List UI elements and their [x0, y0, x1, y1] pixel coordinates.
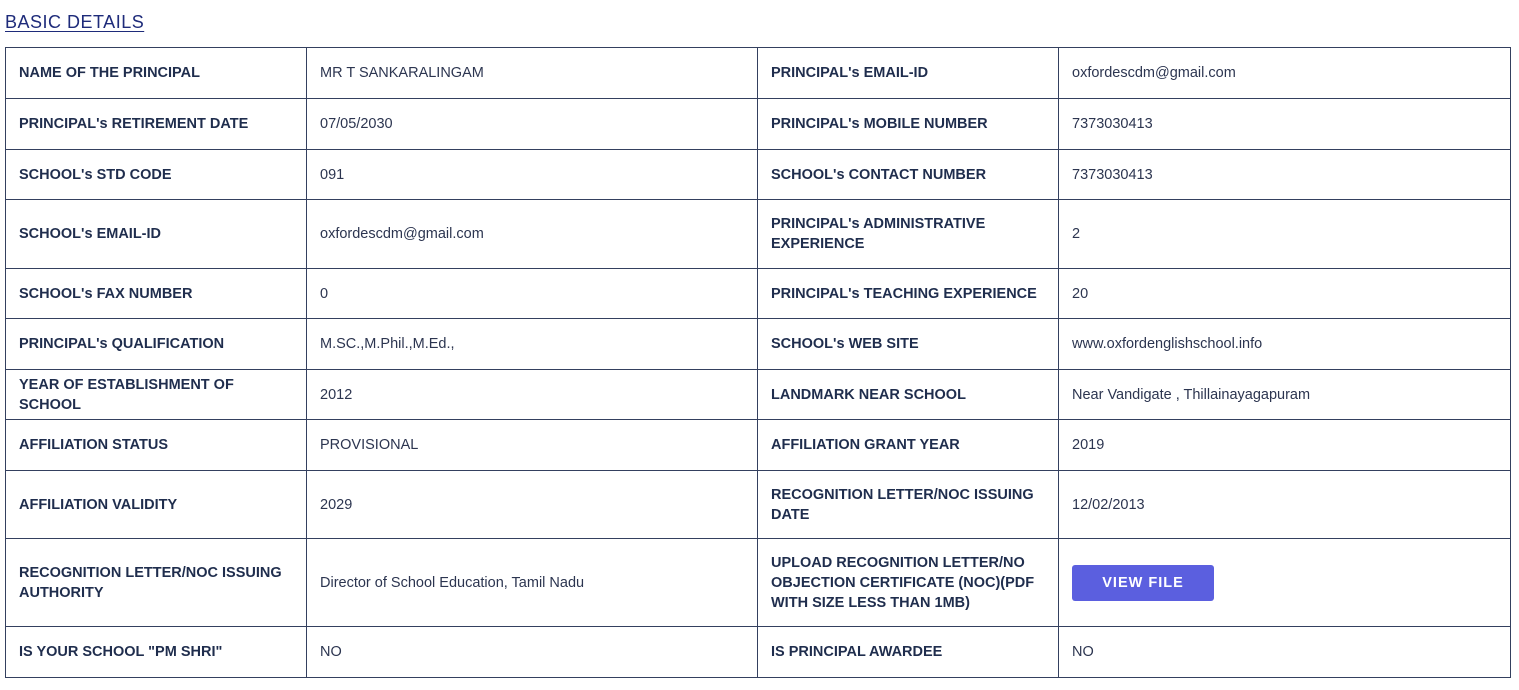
principal-name-value: MR T SANKARALINGAM [307, 48, 758, 99]
school-contact-label: SCHOOL's CONTACT NUMBER [758, 150, 1059, 200]
principal-name-label: NAME OF THE PRINCIPAL [6, 48, 307, 99]
table-row [6, 471, 1511, 539]
admin-experience-value: 2 [1059, 200, 1511, 269]
affiliation-grant-year-value: 2019 [1059, 420, 1511, 471]
noc-issuing-date-label: RECOGNITION LETTER/NOC ISSUING DATE [758, 471, 1059, 539]
basic-details-link[interactable]: BASIC DETAILS [5, 12, 145, 32]
affiliation-validity-value: 2029 [307, 471, 758, 539]
pm-shri-label: IS YOUR SCHOOL "PM SHRI" [6, 627, 307, 678]
retirement-date-value: 07/05/2030 [307, 99, 758, 150]
qualification-value: M.SC.,M.Phil.,M.Ed., [307, 319, 758, 370]
noc-authority-label: RECOGNITION LETTER/NOC ISSUING AUTHORITY [6, 539, 307, 627]
table-row [6, 99, 1511, 150]
noc-authority-value: Director of School Education, Tamil Nadu [307, 539, 758, 627]
landmark-value: Near Vandigate , Thillainayagapuram [1059, 370, 1511, 420]
std-code-value: 091 [307, 150, 758, 200]
table-row [6, 420, 1511, 471]
std-code-label: SCHOOL's STD CODE [6, 150, 307, 200]
principal-email-label: PRINCIPAL's EMAIL-ID [758, 48, 1059, 99]
table-row [6, 319, 1511, 370]
principal-awardee-label: IS PRINCIPAL AWARDEE [758, 627, 1059, 678]
pm-shri-value: NO [307, 627, 758, 678]
affiliation-status-label: AFFILIATION STATUS [6, 420, 307, 471]
affiliation-status-value: PROVISIONAL [307, 420, 758, 471]
website-label: SCHOOL's WEB SITE [758, 319, 1059, 370]
school-contact-value: 7373030413 [1059, 150, 1511, 200]
qualification-label: PRINCIPAL's QUALIFICATION [6, 319, 307, 370]
principal-awardee-value: NO [1059, 627, 1511, 678]
admin-experience-label: PRINCIPAL's ADMINISTRATIVE EXPERIENCE [758, 200, 1059, 269]
affiliation-validity-label: AFFILIATION VALIDITY [6, 471, 307, 539]
teaching-experience-label: PRINCIPAL's TEACHING EXPERIENCE [758, 269, 1059, 319]
establishment-year-value: 2012 [307, 370, 758, 420]
establishment-year-label: YEAR OF ESTABLISHMENT OF SCHOOL [6, 370, 307, 420]
teaching-experience-value: 20 [1059, 269, 1511, 319]
upload-noc-cell [1059, 539, 1511, 627]
basic-details-table [5, 47, 1511, 678]
noc-issuing-date-value: 12/02/2013 [1059, 471, 1511, 539]
table-row [6, 269, 1511, 319]
view-file-button[interactable]: VIEW FILE [1072, 565, 1214, 601]
principal-mobile-label: PRINCIPAL's MOBILE NUMBER [758, 99, 1059, 150]
table-row [6, 370, 1511, 420]
principal-email-value: oxfordescdm@gmail.com [1059, 48, 1511, 99]
school-email-label: SCHOOL's EMAIL-ID [6, 200, 307, 269]
upload-noc-label: UPLOAD RECOGNITION LETTER/NO OBJECTION CERTIFICATE (NOC)(PDF WITH SIZE LESS THAN 1MB) [758, 539, 1059, 627]
table-row [6, 48, 1511, 99]
table-row [6, 200, 1511, 269]
table-row [6, 539, 1511, 627]
fax-number-value: 0 [307, 269, 758, 319]
retirement-date-label: PRINCIPAL's RETIREMENT DATE [6, 99, 307, 150]
affiliation-grant-year-label: AFFILIATION GRANT YEAR [758, 420, 1059, 471]
fax-number-label: SCHOOL's FAX NUMBER [6, 269, 307, 319]
table-row [6, 627, 1511, 678]
website-value: www.oxfordenglishschool.info [1059, 319, 1511, 370]
table-row [6, 150, 1511, 200]
landmark-label: LANDMARK NEAR SCHOOL [758, 370, 1059, 420]
principal-mobile-value: 7373030413 [1059, 99, 1511, 150]
school-email-value: oxfordescdm@gmail.com [307, 200, 758, 269]
